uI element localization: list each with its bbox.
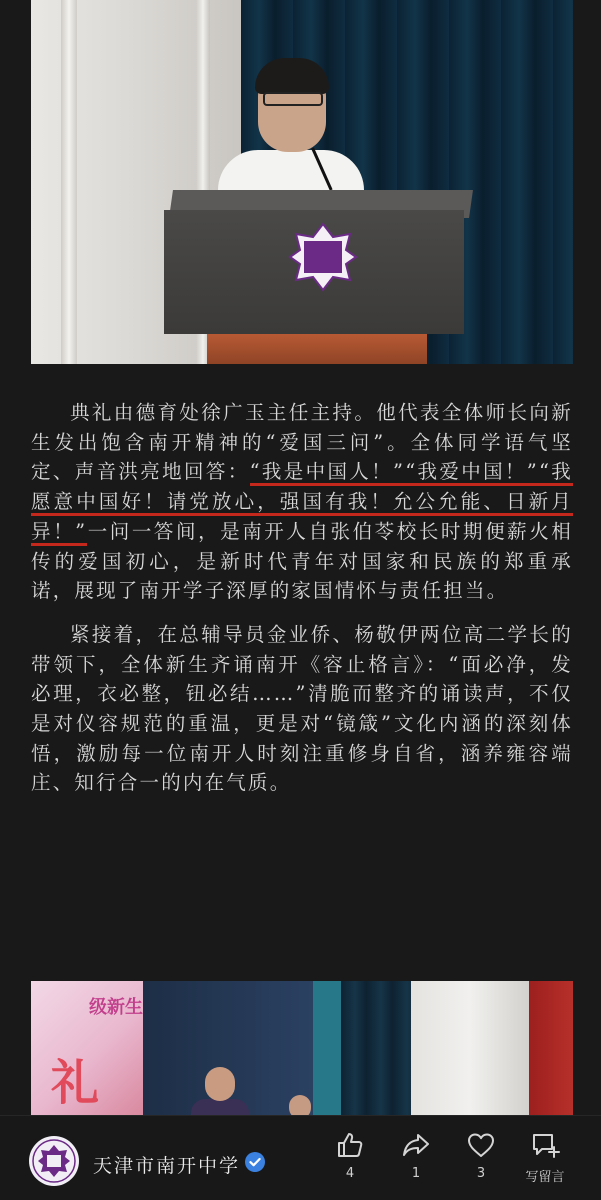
share-count: 1 [411, 1166, 421, 1181]
account-avatar[interactable] [29, 1136, 79, 1186]
article-text: 一问一答间，是南开人自张伯苓校长时期便薪火相传的爱国初心，是新时代青年对国家和民族的郑重承诺，展现了南开学子深厚的家国情怀与责任担当。 [31, 519, 573, 603]
nankai-emblem-icon [288, 222, 358, 292]
stage-pillar [313, 981, 341, 1115]
account-name[interactable]: 天津市南开中学 [93, 1155, 241, 1177]
article-text: 紧接着，在总辅导员金业侨、杨敬伊两位高二学长的带领下，全体新生齐诵南开《容止格言》：“面必净，发必理，衣必整，钮必结……”清脆而整齐的诵读声，不仅是对仪容规范的重温，更是对“镜箴”文化内涵的深刻体悟，激励每一位南开人时刻注重修身自省，涵养雍容端庄、知行合一的内在气质。 [31, 622, 573, 795]
thumbs-up-icon [335, 1130, 365, 1160]
podium-base [207, 334, 427, 364]
speaker-photo[interactable] [31, 0, 573, 364]
article-text: 典礼由德育处徐广玉主任主持。他代表全体师长向新生发出饱含南开精神的“爱国三问”。全体同学语气坚定、声音洪亮地回答： [31, 401, 573, 484]
heart-button[interactable] [450, 1130, 512, 1192]
comment-button[interactable] [514, 1130, 576, 1192]
share-button[interactable] [385, 1130, 447, 1192]
article-paragraph [31, 398, 573, 606]
bottom-action-bar [0, 1115, 601, 1200]
share-arrow-icon [401, 1130, 431, 1160]
stage-screen [31, 981, 143, 1115]
red-curtain [529, 981, 573, 1115]
student-speaker-body [191, 1099, 249, 1115]
heart-count: 3 [476, 1166, 486, 1181]
ceremony-photo[interactable] [31, 981, 573, 1115]
wall-panel [61, 0, 77, 364]
speaker-glasses [263, 92, 323, 106]
screen-character: 礼 [51, 1055, 100, 1111]
highlighted-quote: “我是中国人！”“我爱中国！”“我愿意中国好！请党放心，强国有我！允公允能、日新月异！” [31, 460, 573, 545]
article-paragraph [31, 620, 573, 798]
like-button[interactable] [319, 1130, 381, 1192]
article-body [31, 398, 573, 812]
screen-text: 级新生 [89, 997, 143, 1018]
stage-curtain [341, 981, 411, 1115]
wall-background [411, 981, 529, 1115]
verified-badge-icon [244, 1151, 266, 1173]
comment-label: 写留言 [525, 1170, 565, 1185]
heart-icon [466, 1130, 496, 1160]
school-logo-icon [29, 1136, 79, 1186]
student-head [289, 1095, 311, 1115]
comment-plus-icon [530, 1130, 560, 1160]
student-speaker-head [205, 1067, 235, 1101]
like-count: 4 [345, 1166, 355, 1181]
